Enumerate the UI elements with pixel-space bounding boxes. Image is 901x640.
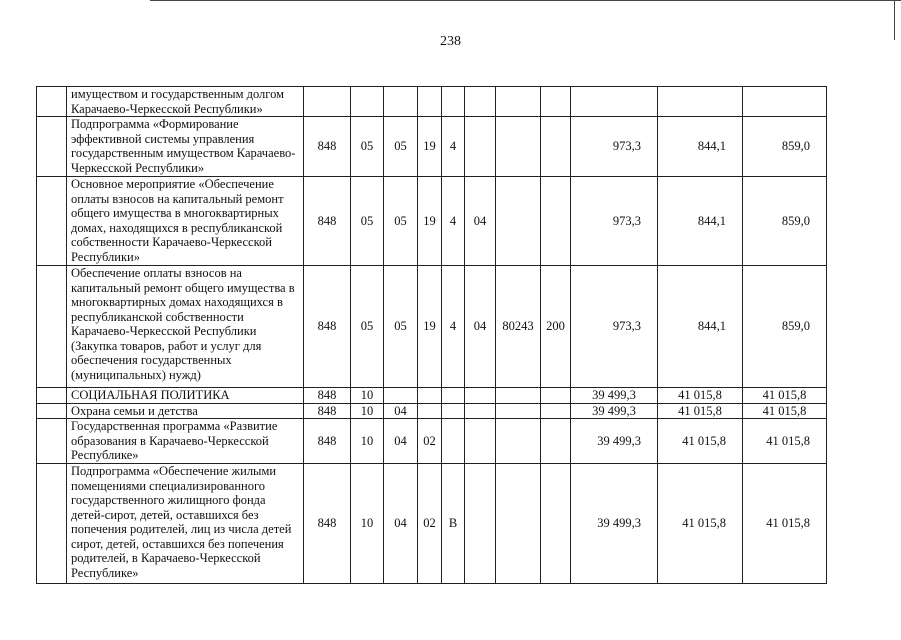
row-value-cell: 973,3 <box>571 266 658 388</box>
row-index-cell <box>37 266 67 388</box>
row-value-cell: 19 <box>418 177 442 266</box>
row-index-cell <box>37 464 67 584</box>
row-name-cell: Подпрограмма «Формирование эффективной системы управления государственным имуществом Карачаево-Черкесской Республики» <box>67 117 304 177</box>
row-value-cell: 848 <box>304 266 351 388</box>
table-row <box>37 388 827 404</box>
row-value-cell <box>541 388 571 404</box>
row-value-cell: 848 <box>304 388 351 404</box>
row-value-cell <box>465 117 496 177</box>
row-value-cell: 39 499,3 <box>571 403 658 419</box>
row-value-cell <box>496 403 541 419</box>
table-row <box>37 117 827 177</box>
row-value-cell: 973,3 <box>571 177 658 266</box>
row-value-cell <box>465 87 496 117</box>
row-value-cell: 05 <box>351 117 384 177</box>
row-name-cell: СОЦИАЛЬНАЯ ПОЛИТИКА <box>67 388 304 404</box>
row-value-cell: 848 <box>304 419 351 464</box>
row-value-cell <box>418 388 442 404</box>
row-value-cell <box>496 464 541 584</box>
row-value-cell <box>571 87 658 117</box>
row-value-cell: 848 <box>304 117 351 177</box>
row-value-cell: 05 <box>351 177 384 266</box>
table-body <box>37 87 827 584</box>
row-index-cell <box>37 403 67 419</box>
row-value-cell: 844,1 <box>658 177 743 266</box>
row-value-cell: 200 <box>541 266 571 388</box>
row-value-cell <box>496 419 541 464</box>
row-value-cell <box>496 388 541 404</box>
row-value-cell <box>384 87 418 117</box>
row-value-cell <box>541 87 571 117</box>
row-value-cell <box>658 87 743 117</box>
row-value-cell: 10 <box>351 419 384 464</box>
row-value-cell <box>541 177 571 266</box>
table-row <box>37 177 827 266</box>
row-index-cell <box>37 117 67 177</box>
row-value-cell: 41 015,8 <box>658 388 743 404</box>
row-value-cell: 859,0 <box>743 266 827 388</box>
row-index-cell <box>37 419 67 464</box>
row-value-cell <box>541 403 571 419</box>
row-name-cell: Охрана семьи и детства <box>67 403 304 419</box>
row-value-cell <box>465 464 496 584</box>
row-value-cell: 02 <box>418 464 442 584</box>
row-value-cell: 848 <box>304 403 351 419</box>
row-value-cell: 19 <box>418 266 442 388</box>
row-value-cell <box>442 403 465 419</box>
top-edge-line <box>150 0 901 1</box>
row-value-cell: 41 015,8 <box>743 464 827 584</box>
row-value-cell <box>541 117 571 177</box>
table-row <box>37 419 827 464</box>
table-row <box>37 464 827 584</box>
row-value-cell: 04 <box>465 266 496 388</box>
row-value-cell: 848 <box>304 464 351 584</box>
row-value-cell: 04 <box>384 464 418 584</box>
row-value-cell: 41 015,8 <box>743 419 827 464</box>
row-value-cell <box>304 87 351 117</box>
row-value-cell: 10 <box>351 464 384 584</box>
row-value-cell: 10 <box>351 403 384 419</box>
table-row <box>37 266 827 388</box>
row-name-cell: Государственная программа «Развитие образования в Карачаево-Черкесской Республике» <box>67 419 304 464</box>
row-value-cell <box>351 87 384 117</box>
row-value-cell: 80243 <box>496 266 541 388</box>
table-row <box>37 87 827 117</box>
row-value-cell: 41 015,8 <box>658 464 743 584</box>
row-value-cell <box>442 388 465 404</box>
row-value-cell: 844,1 <box>658 266 743 388</box>
row-value-cell <box>496 87 541 117</box>
row-value-cell <box>465 403 496 419</box>
row-value-cell: 4 <box>442 266 465 388</box>
row-value-cell: 41 015,8 <box>658 419 743 464</box>
row-value-cell: 41 015,8 <box>743 388 827 404</box>
row-value-cell: 05 <box>384 266 418 388</box>
row-value-cell: 10 <box>351 388 384 404</box>
row-value-cell <box>384 388 418 404</box>
row-value-cell: 19 <box>418 117 442 177</box>
row-value-cell: 41 015,8 <box>658 403 743 419</box>
row-value-cell <box>743 87 827 117</box>
row-value-cell <box>496 177 541 266</box>
row-value-cell: 41 015,8 <box>743 403 827 419</box>
row-value-cell: 05 <box>351 266 384 388</box>
row-value-cell <box>418 403 442 419</box>
row-value-cell <box>465 419 496 464</box>
row-name-cell: Подпрограмма «Обеспечение жилыми помещениями специализированного государственного жилищного фонда детей-сирот, детей, оставшихся без попечения родителей, лиц из числа детей сирот, детей, оставшихся без попечения родителей, в Карачаево-Черкесской Республике» <box>67 464 304 584</box>
row-index-cell <box>37 388 67 404</box>
row-name-cell: Обеспечение оплаты взносов на капитальный ремонт общего имущества в многоквартирных домах находящихся в республиканской собственности Карачаево-Черкесской Республики (Закупка товаров, работ и услуг для обеспечения государственных (муниципальных) нужд) <box>67 266 304 388</box>
row-value-cell: 859,0 <box>743 177 827 266</box>
row-value-cell: В <box>442 464 465 584</box>
row-value-cell: 02 <box>418 419 442 464</box>
row-value-cell: 05 <box>384 117 418 177</box>
row-value-cell: 39 499,3 <box>571 419 658 464</box>
row-value-cell: 844,1 <box>658 117 743 177</box>
row-value-cell: 4 <box>442 177 465 266</box>
row-index-cell <box>37 87 67 117</box>
row-index-cell <box>37 177 67 266</box>
row-value-cell <box>442 419 465 464</box>
budget-table <box>36 86 827 584</box>
table-row <box>37 403 827 419</box>
row-value-cell: 4 <box>442 117 465 177</box>
row-value-cell: 04 <box>384 403 418 419</box>
row-value-cell <box>442 87 465 117</box>
row-value-cell <box>496 117 541 177</box>
row-value-cell <box>541 419 571 464</box>
page-number: 238 <box>440 34 461 49</box>
row-value-cell <box>541 464 571 584</box>
row-value-cell: 39 499,3 <box>571 388 658 404</box>
row-value-cell <box>418 87 442 117</box>
row-value-cell: 859,0 <box>743 117 827 177</box>
right-edge-line <box>894 0 895 40</box>
row-name-cell: имуществом и государственным долгом Карачаево-Черкесской Республики» <box>67 87 304 117</box>
row-value-cell: 05 <box>384 177 418 266</box>
row-value-cell: 848 <box>304 177 351 266</box>
row-value-cell: 04 <box>384 419 418 464</box>
row-name-cell: Основное мероприятие «Обеспечение оплаты взносов на капитальный ремонт общего имущества в многоквартирных домах, находящихся в республиканской собственности Карачаево-Черкесской Республики» <box>67 177 304 266</box>
row-value-cell: 973,3 <box>571 117 658 177</box>
row-value-cell: 39 499,3 <box>571 464 658 584</box>
row-value-cell <box>465 388 496 404</box>
row-value-cell: 04 <box>465 177 496 266</box>
